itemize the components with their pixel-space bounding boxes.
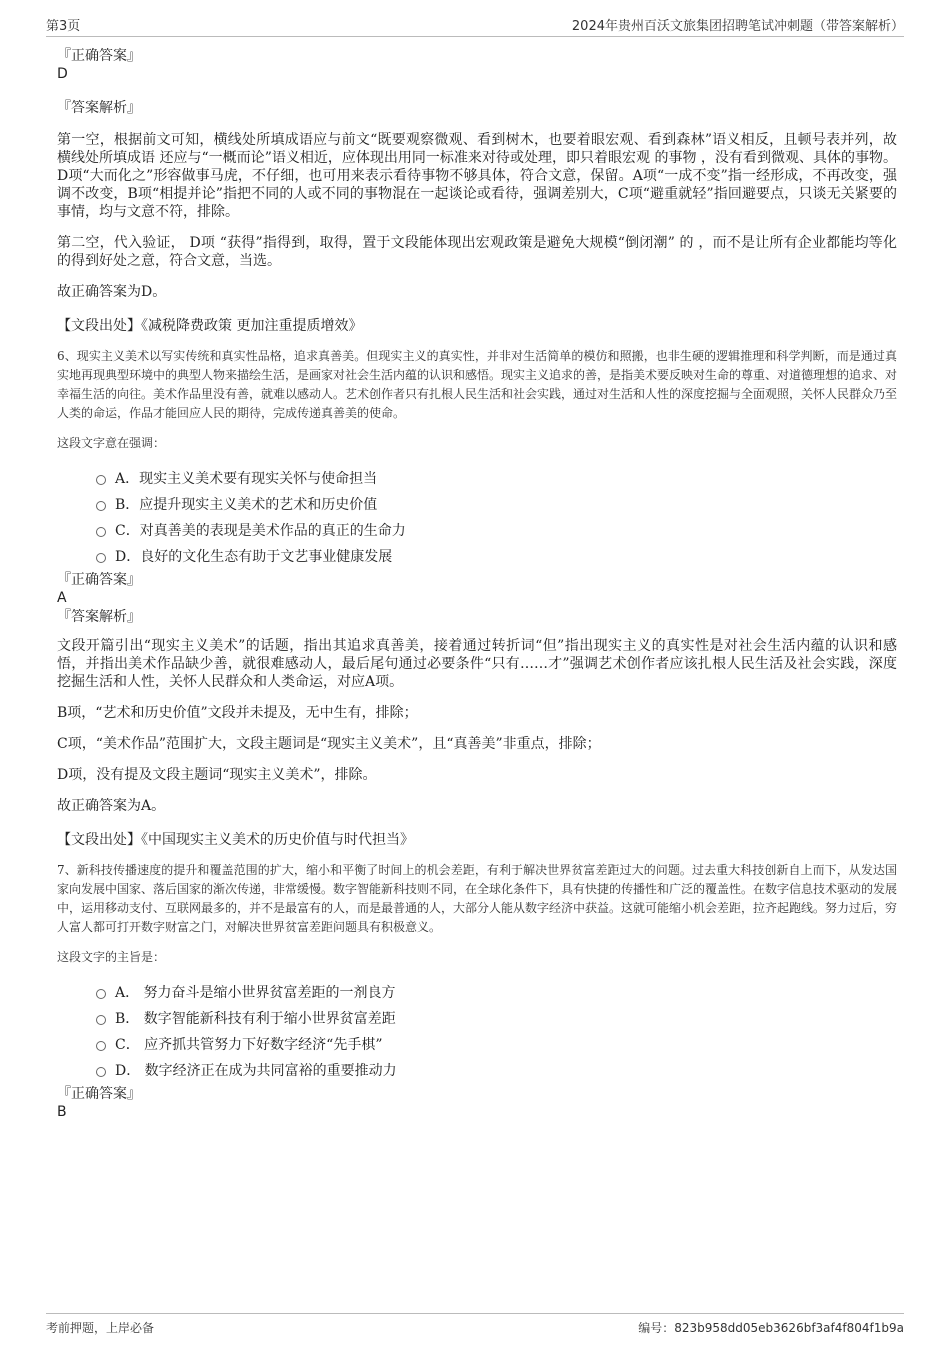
page-content (57, 44, 897, 1121)
q6-source: 【文段出处】《中国现实主义美术的历史价值与时代担当》 (57, 832, 414, 848)
q6-answer: A (57, 590, 67, 606)
radio-icon[interactable] (96, 553, 106, 563)
q6-options (96, 465, 897, 569)
q7-option-b[interactable] (96, 1005, 897, 1031)
q5-answer: D (57, 66, 68, 82)
q6-analysis-label: 『答案解析』 (57, 609, 141, 625)
q5-analysis-paragraph: 第二空，代入验证， D项 “获得”指得到，取得，置于文段能体现出宏观政策是避免大规模“倒闭潮” 的 ，而不是让所有企业都能均等化的得到好处之意，符合文意，当选。 (57, 235, 897, 269)
option-label: D．良好的文化生态有助于文艺事业健康发展 (115, 549, 393, 565)
q7-option-a[interactable] (96, 979, 897, 1005)
q6-analysis-paragraph: 文段开篇引出“现实主义美术”的话题，指出其追求真善美，接着通过转折词“但”指出现实主义的真实性是对社会生活内蕴的认识和感悟，并指出美术作品缺少善，就很难感动人，最后尾句通过必要条件“只有……才”强调艺术创作者应该扎根人民生活及社会实践，深度挖掘生活和人性，关怀人民群众和人类命运，对应A项。 (57, 638, 897, 690)
footer-slogan: 考前押题，上岸必备 (46, 1321, 155, 1335)
q6-question-text: 6、现实主义美术以写实传统和真实性品格，追求真善美。但现实主义的真实性，并非对生活简单的模仿和照搬，也非生硬的逻辑推理和科学判断，而是通过真实地再现典型环境中的典型人物来描绘生活，是画家对社会生活内蕴的认识和感悟。现实主义追求的善，是指美术要反映对生命的尊重、对道德理想的追求、对幸福生活的向往。美术作品里没有善，就难以感动人。艺术创作者只有扎根人民生活和社会实践，通过对生活和人性的深度挖掘与全面观照，关怀人民群众乃至人类的命运，作品才能回应人民的期待，完成传递真善美的使命。 (57, 349, 898, 420)
q6-option-b[interactable] (96, 491, 897, 517)
q6-option-c[interactable] (96, 517, 897, 543)
radio-icon[interactable] (96, 475, 106, 485)
document-code (638, 1319, 904, 1336)
q6-analysis-paragraph: 故正确答案为A。 (57, 798, 166, 814)
code-label: 编号： (638, 1321, 675, 1335)
radio-icon[interactable] (96, 1041, 106, 1051)
option-label: A． 努力奋斗是缩小世界贫富差距的一剂良方 (115, 985, 396, 1001)
q5-analysis-paragraph: 故正确答案为D。 (57, 284, 167, 300)
q6-analysis-paragraph: C项，“美术作品”范围扩大，文段主题词是“现实主义美术”，且“真善美”非重点，排除； (57, 736, 601, 752)
q6-option-d[interactable] (96, 543, 897, 569)
radio-icon[interactable] (96, 989, 106, 999)
q5-source: 【文段出处】《减税降费政策 更加注重提质增效》 (57, 318, 363, 334)
q6-answer-label: 『正确答案』 (57, 572, 141, 588)
q7-question-text: 7、新科技传播速度的提升和覆盖范围的扩大，缩小和平衡了时间上的机会差距，有利于解决世界贫富差距过大的问题。过去重大科技创新自上而下，从发达国家向发展中国家、落后国家的渐次传递，非常缓慢。数字智能新科技则不同，在全球化条件下，具有快捷的传播性和广泛的覆盖性。在数字信息技术驱动的发展中，运用移动支付、互联网最多的，并不是最富有的人，而是最普通的人，大部分人能从数字经济中获益。这就可能缩小机会差距，拉齐起跑线。努力过后，穷人富人都可打开数字财富之门，对解决世界贫富差距问题具有积极意义。 (57, 863, 898, 934)
radio-icon[interactable] (96, 1067, 106, 1077)
q6-analysis-paragraph: B项，“艺术和历史价值”文段并未提及，无中生有，排除； (57, 705, 418, 721)
q7-options (96, 979, 897, 1083)
q7-option-d[interactable] (96, 1057, 897, 1083)
page-number: 第3页 (46, 19, 81, 34)
q6-option-a[interactable] (96, 465, 897, 491)
option-label: C． 应齐抓共管努力下好数字经济“先手棋” (115, 1037, 383, 1053)
q5-answer-label: 『正确答案』 (57, 48, 141, 64)
q5-analysis-paragraph: 第一空，根据前文可知，横线处所填成语应与前文“既要观察微观、看到树木，也要着眼宏观、看到森林”语义相反，且顿号表并列，故 横线处所填成语 还应与“一概而论”语义相近，应体现出用同一标准来对待或处理，即只着眼宏观 的事物 ，没有看到微观、具体的事物。D项“大而化之”形容做事马虎，不仔细，也可用来表示看待事物不够具体，符合文意，保留。A项“一成不变”指一经形成，不再改变，强调不改变，B项“相提并论”指把不同的人或不同的事物混在一起谈论或看待，强调差别大，C项“避重就轻”指回避要点，只谈无关紧要的事情，均与文意不符，排除。 (57, 132, 897, 220)
q6-analysis-paragraph: D项，没有提及文段主题词“现实主义美术”，排除。 (57, 767, 377, 783)
page-footer (46, 1313, 904, 1336)
option-label: D． 数字经济正在成为共同富裕的重要推动力 (115, 1063, 397, 1079)
q5-analysis-label: 『答案解析』 (57, 100, 141, 116)
q7-answer-label: 『正确答案』 (57, 1086, 141, 1102)
q7-option-c[interactable] (96, 1031, 897, 1057)
radio-icon[interactable] (96, 1015, 106, 1025)
option-label: C．对真善美的表现是美术作品的真正的生命力 (115, 523, 406, 539)
page-header (46, 14, 904, 37)
q7-prompt: 这段文字的主旨是： (57, 950, 166, 964)
document-title: 2024年贵州百沃文旅集团招聘笔试冲刺题（带答案解析） (571, 19, 904, 34)
option-label: A．现实主义美术要有现实关怀与使命担当 (115, 471, 378, 487)
radio-icon[interactable] (96, 501, 106, 511)
radio-icon[interactable] (96, 527, 106, 537)
q6-prompt: 这段文字意在强调： (57, 436, 166, 450)
option-label: B．应提升现实主义美术的艺术和历史价值 (115, 497, 378, 513)
option-label: B． 数字智能新科技有利于缩小世界贫富差距 (115, 1011, 396, 1027)
code-value: 823b958dd05eb3626bf3af4f804f1b9a (674, 1321, 904, 1335)
q7-answer: B (57, 1104, 67, 1120)
